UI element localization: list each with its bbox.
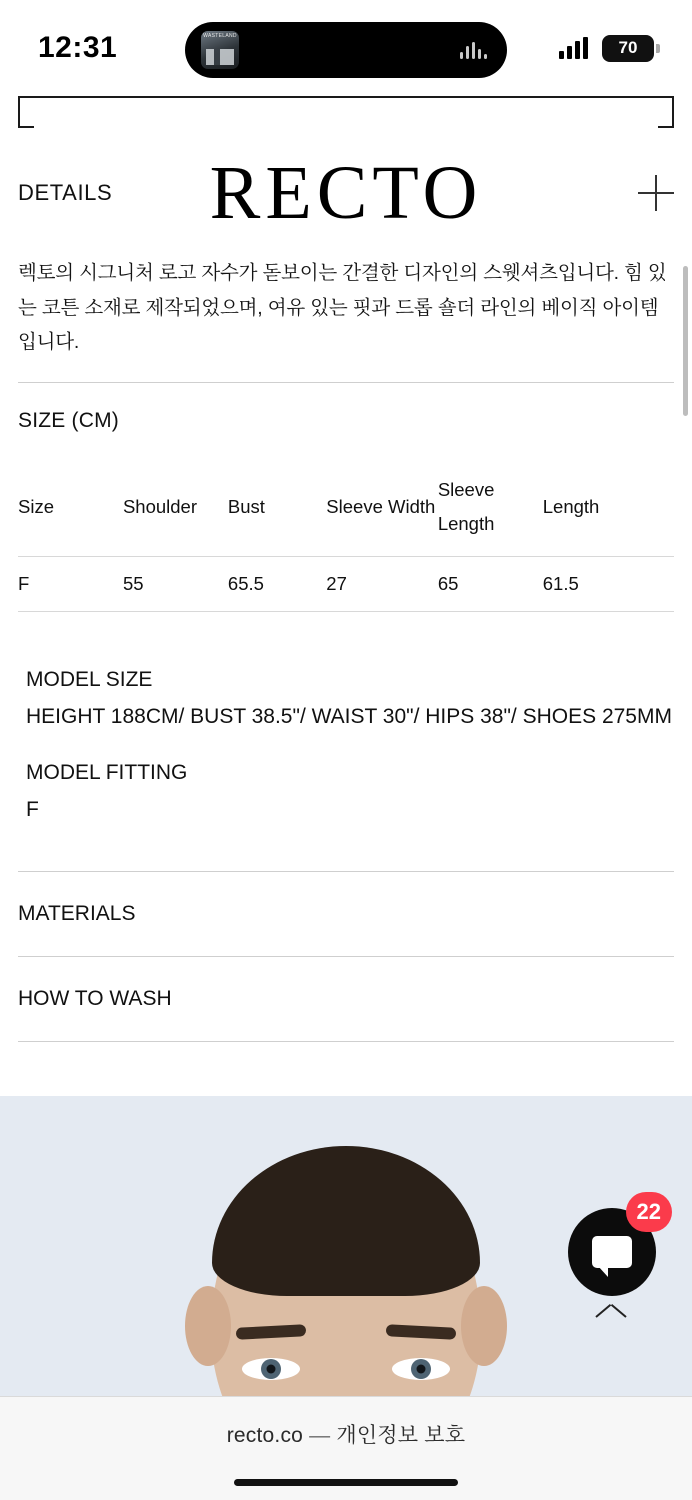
cell-shoulder: 55 <box>123 556 228 611</box>
cellular-signal-icon <box>559 37 588 59</box>
status-time: 12:31 <box>38 31 118 64</box>
page-scrollbar[interactable] <box>683 266 688 416</box>
model-eye-right <box>392 1358 450 1380</box>
cell-sleeve-width: 27 <box>326 556 438 611</box>
column-header-bust: Bust <box>227 496 265 518</box>
accordion-materials[interactable]: MATERIALS <box>18 901 136 925</box>
cell-length: 61.5 <box>543 556 674 611</box>
cell-bust: 65.5 <box>228 556 326 611</box>
model-fitting-heading: MODEL FITTING <box>26 761 188 785</box>
model-fitting-value: F <box>26 798 39 822</box>
url-display[interactable] <box>227 1419 466 1449</box>
column-header-sleeve-width: Sleeve Width <box>326 496 436 518</box>
details-header <box>18 138 674 248</box>
product-model-photo <box>0 1096 692 1406</box>
album-art-thumbnail <box>201 31 239 69</box>
model-ear-right <box>461 1286 507 1366</box>
audio-waveform-icon <box>460 41 491 59</box>
column-header-sleeve-length: Sleeve Length <box>437 479 495 535</box>
model-info <box>18 612 674 827</box>
size-table <box>18 467 674 611</box>
battery-icon <box>602 35 654 62</box>
column-header-shoulder: Shoulder <box>122 496 198 518</box>
url-host: recto.co <box>226 1424 304 1447</box>
brand-wordmark: RECTO <box>209 151 483 235</box>
accordion-how-to-wash[interactable]: HOW TO WASH <box>18 986 172 1010</box>
home-indicator[interactable] <box>234 1479 458 1486</box>
chevron-up-icon[interactable] <box>596 1302 626 1332</box>
browser-bottom-bar <box>0 1396 692 1500</box>
size-section-title: SIZE (CM) <box>18 409 119 433</box>
column-header-size: Size <box>18 496 54 518</box>
product-description: 렉토의 시그니처 로고 자수가 돋보이는 간결한 디자인의 스웻셔츠입니다. 힘 있는 코튼 소재로 제작되었으며, 여유 있는 핏과 드롭 숄더 라인의 베이직 아이템입니다. <box>18 262 667 354</box>
table-header-row <box>18 467 674 556</box>
album-art-shape <box>206 49 234 65</box>
dynamic-island-now-playing[interactable] <box>185 22 507 78</box>
divider <box>18 1041 674 1042</box>
model-hair <box>212 1146 480 1296</box>
battery-level: 70 <box>618 38 638 57</box>
chat-unread-badge: 22 <box>626 1192 672 1232</box>
page-top-frame <box>18 96 674 130</box>
status-bar <box>0 0 692 96</box>
plus-icon[interactable] <box>638 175 674 211</box>
status-indicators <box>559 35 654 62</box>
column-header-length: Length <box>542 496 600 518</box>
model-size-heading: MODEL SIZE <box>26 667 153 691</box>
cell-size: F <box>18 556 123 611</box>
url-separator: — <box>309 1424 331 1447</box>
privacy-label: 개인정보 보호 <box>336 1424 466 1447</box>
cell-sleeve-length: 65 <box>438 556 543 611</box>
page-content <box>0 138 692 1406</box>
details-label: DETAILS <box>18 180 113 205</box>
model-size-line: HEIGHT 188CM/ BUST 38.5"/ WAIST 30"/ HIPS 38"/ SHOES 275MM <box>26 704 672 728</box>
table-row <box>18 556 674 611</box>
model-ear-left <box>185 1286 231 1366</box>
model-eye-left <box>242 1358 300 1380</box>
album-art-label: WASTELAND <box>203 33 237 39</box>
